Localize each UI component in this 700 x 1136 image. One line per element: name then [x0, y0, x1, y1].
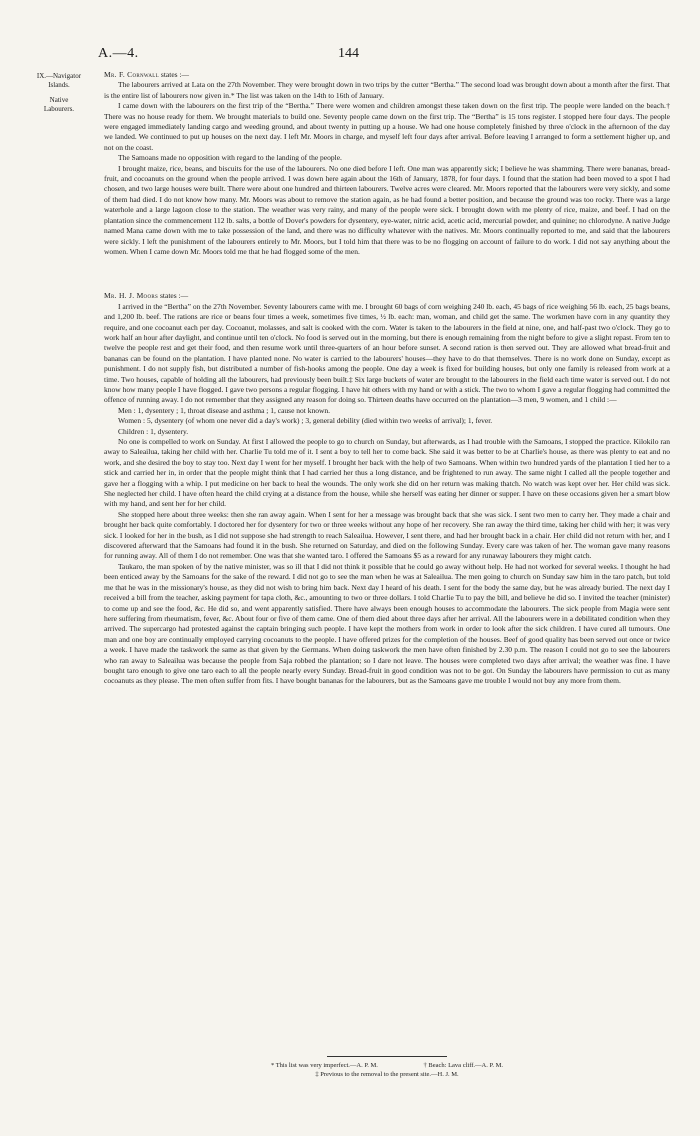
speaker-name: Mr. F. Cornwall [104, 70, 160, 79]
document-body [104, 70, 670, 687]
speaker-suffix: states :— [159, 70, 190, 79]
paragraph: I came down with the labourers on the first trip of the “Bertha.” There were women and children amongst these taken down on the first trip. The people were landed on the beach.† There was no house ready for them. We brought materials to build one. Seventy people came down on the first trip. The “Bertha” is 15 tons register. I stopped here four days. The people were engaged immediately landing cargo and weeding ground, and about twenty in putting up a house. We had one house completely finished by three o'clock in the afternoon of the day we landed. We continued to put up houses on the next day. I left Mr. Moors in charge, and myself left four days after arrival. Before leaving I arranged to form a settlement higher up, and not on the coast. [104, 101, 670, 152]
speaker-name: Mr. H. J. Moors [104, 291, 159, 301]
paragraph: I arrived in the “Bertha” on the 27th November. Seventy labourers came with me. I brought 60 bags of corn weighing 240 lb. each, 45 bags of rice weighing 56 lb. each, 25 bags beans, and 1,200 lb. beef. The rations are rice or beans four times a week, sometimes five times, ½ lb. each: man, woman, and child get the same. The workmen have corn in any quantity they require, and one cocoanut each per day. Cocoanut, molasses, and salt is cooked with the corn. Water is taken to the labourers in the field at nine, one, and half-past two o'clock. They go to work half an hour after daylight, and continue until ten o'clock. No food is served out in the morning, but there is enough remaining from the night before to give a slight repast. From ten to twelve the people rest and get their food, and then resume work until three-quarters of an hour before sunset. A second ration is then served out. They are allowed what bread-fruit and bananas can be found on the plantation. I have planted none. No water is carried to the labourers' houses—they have to do that themselves. There is no work done on Sunday, except as punishment. I do not supply fish, but distributed a number of fish-hooks among the people. One day a week is fixed for building houses, but only one family is released from work at a time. Two houses, capable of holding all the labourers, had previously been built.‡ Six large buckets of water are brought to the labourers in the field each time water is served out. I do not know how many people I have flogged. I gave two persons a regular flogging. I have hit others with my hand or with a stick. The two to whom I gave a regular flogging had committed the offence of running away. I do not remember that they assigned any reason for doing so. Thirteen deaths have occurred on the plantation—3 men, 9 women, and 1 child :— [104, 301, 671, 405]
speaker-heading-cornwall [104, 70, 670, 80]
sidenote-line-1: IX.—Navigator [36, 72, 82, 80]
sidenote-region [20, 72, 98, 90]
sidenote-subject [20, 96, 98, 114]
paragraph: The Samoans made no opposition with regard to the landing of the people. [118, 153, 342, 163]
sidenote-line-4: Labourers. [43, 105, 75, 113]
death-list-women: Women : 5, dysentery (of whom one never did a day's work) ; 3, general debility (died within two weeks of arrival); 1, fever. [118, 416, 493, 426]
footnote-2: † Beach: Lava cliff.—A. P. M. [423, 1062, 504, 1069]
paragraph: I brought maize, rice, beans, and biscuits for the use of the labourers. No one died before I left. One man was apparently sick; I believe he was shamming. There were bananas, bread-fruit, and cocoanuts on the ground when the people arrived. I was down here again about the 16th of January, 1878, for four days. I found that the station had been moved to a spot I had chosen, and two large houses were built. There were about one hundred and thirteen labourers. Twelve acres were cleared. Mr. Moors reported that the labourers were very sickly, and some of them had died. I do not know how many. Mr. Moors was about to remove the station again, as he had found a better position, and because the ground was too rocky. There was a large waterhole and a large lagoon close to the station. The weather was very rainy, and many of the people were sick. I brought down with me plenty of rice, maize, and beef. I had on the plantation since the commencement 112 lb. salts, a bottle of Dover's powders for dysentery, eye-water, nitric acid, acetic acid, mercurial powder, and quinine; no chlorodyne. A native Judge named Mana came down with me to take possession of the land, and there was no difficulty whatever with the natives. Mr. Moors continually reported to me, and said that the labourers were sickly. I left the punishment of the labourers entirely to Mr. Moors, but I told him that there was to be no flogging on account of failure to do work. I did not say anything about the women. When I came down Mr. Moors told me that he had flogged some of the men. [104, 163, 670, 256]
death-list-men: Men : 1, dysentery ; 1, throat disease and asthma ; 1, cause not known. [118, 405, 331, 415]
footnote-rule [327, 1056, 447, 1057]
speaker-heading-moors [104, 291, 670, 301]
header-left: A.—4. [98, 46, 139, 61]
page-number: 144 [338, 46, 359, 61]
footnote-1: * This list was very imperfect.—A. P. M. [270, 1062, 378, 1069]
paragraph: No one is compelled to work on Sunday. At first I allowed the people to go to church on Sunday, but afterwards, as I had trouble with the Samoans, I stopped the practice. Kilokilo ran away to Saleailua, taking her child with her. Charlie Tu told me of it. I sent a boy to tell her to come back. She said it was better to be at Charlie's house, as there was plenty to eat and no work, and she desired the boy to stay too. Next day I went for her myself. I brought her back with the help of two Samoans. When within two hundred yards of the plantation I tied her to a stick and carried her in, in order that the people might think that I had carried her thus a long distance, and be frightened to run away. The same night I called all the people together and gave her a flogging with a whip. I put medicine on her back to heal the wounds. The only work she did on her return was making thatch. No watch was kept over her. Her child was sick. She neglected her child. I have often heard the child crying at a distance from the house, while she herself was eating her dinner or supper. I have on these occasions given her a smart blow with my hand, and sent her for her child. [104, 437, 670, 509]
sidenote-line-2: Islands. [48, 81, 70, 89]
sidenote-line-3: Native [49, 96, 69, 104]
paragraph: Taukaro, the man spoken of by the native minister, was so ill that I did not think it possible that he could go away without help. He had not worked for several weeks. I thought he had been enticed away by the Samoans for the sake of the reward. I did not go to see the man when he was at Saleailua. The men going to church on Sunday saw him in the taro patch, but told me that he was in the missionary's house, as they did not wish to bring him back. Next day I heard of his death. I sent for the body the same day, but he was already buried. The next day I received a bill from the teacher, asking payment for tapa cloth, &c., amounting to two or three dollars. I told Charlie Tu to pay the bill, and believe he did so. I invited the teacher (minister) to come up and see the food, &c. He did so, and went apparently satisfied. There have always been enough houses to accommodate the labourers. The sick people from Magia were sent here suffering from rheumatism, fever, &c. About four or five of them came. One of them died about three days after her arrival. All the labourers were in a debilitated condition when they arrived. The supercargo had protested against the captain bringing such people. I have kept the mothers from work in order to look after the sick children. I have cured all tumours. One man and one boy are continually employed carrying cocoanuts to the people. I have offered prizes for the completion of the houses. Beef of good quality has been served out once or twice a week. I have made the taskwork the same as that given by the Germans. When doing taskwork the men have often finished by 2.30 p.m. The reason I could not go to see the labourers who ran away to Saleailua was because the people from Saja robbed the plantation; so I dare not leave. The houses were completed two days after arrival; the weather was fine. I have bought taro enough to give one taro each to all the people nearly every Sunday. Bread-fruit in good condition was not to be got. On Sunday the labourers have permission to cut as many cocoanuts as they please. The men often suffer from fits. I have bought bananas for the labourers, but as the Samoans gave me trouble I would not buy any more from them. [104, 561, 670, 686]
paragraph: She stopped here about three weeks: then she ran away again. When I sent for her a message was brought back that she was sick. I sent two men to carry her. They made a chair and brought her back quite comfortably. I doctored her for dysentery for two or three weeks without any hope of her recovery. She ran away the third time, taking her child with her; it was very sick. I looked for her in the bush, as I did not suppose she had strength to reach Saleailua. However, I sent there, and had her brought back in a chair. Her child did not return with her, and I discovered afterward that the Samoans had found it in the bush. She returned on Saturday, and died on the following Sunday. Every care was taken of her. The woman gave many reasons for running away. All of them I do not remember. One was that she wanted taro. I offered the Samoans $5 as a reward for any runaway labourers they might catch. [104, 509, 670, 561]
footnote-row [104, 1061, 670, 1070]
footnote-3: ‡ Previous to the removal to the present site.—H. J. M. [315, 1071, 459, 1078]
speaker-suffix: states :— [158, 291, 189, 301]
paragraph: The labourers arrived at Lata on the 27th November. They were brought down in two trips by the cutter “Bertha.” The second load was brought down about a month after the first. That is the entire list of labourers now given in.* The list was taken on the 14th to 16th of January. [104, 80, 670, 100]
death-list-children: Children : 1, dysentery. [118, 426, 189, 436]
footnotes [104, 1052, 670, 1079]
